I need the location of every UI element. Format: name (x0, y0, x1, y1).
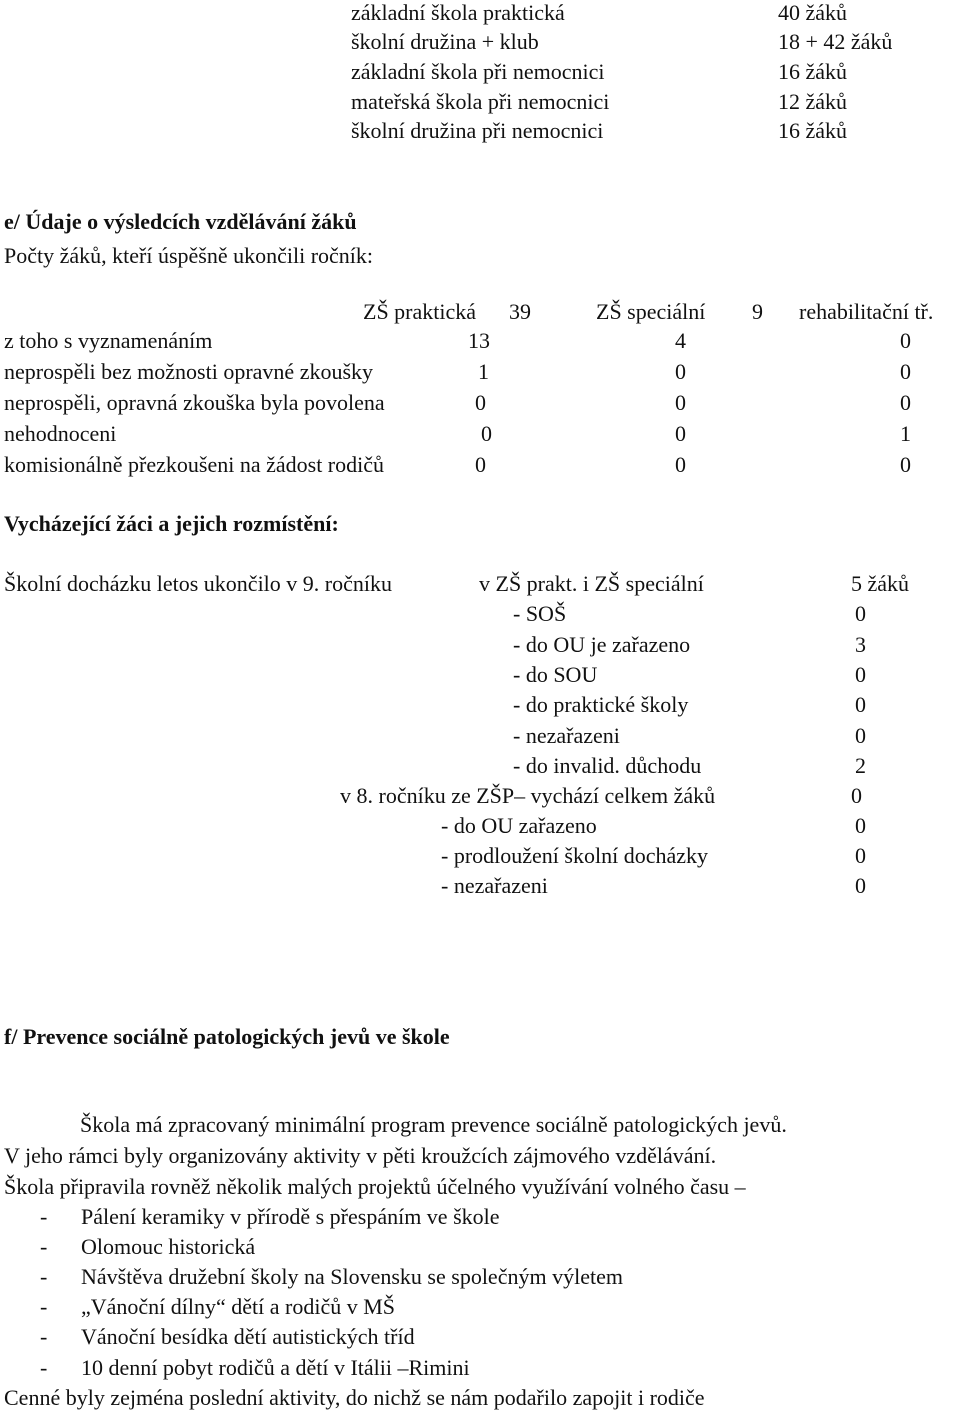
result-row-label: neprospěli, opravná zkouška byla povolena (4, 390, 385, 415)
school-name-3: základní škola při nemocnici (351, 59, 605, 84)
school-count-1: 40 žáků (778, 0, 848, 25)
list-bullet: - (40, 1264, 48, 1289)
leavers-9-item-label: - SOŠ (513, 601, 567, 626)
section-f-heading: f/ Prevence sociálně patologických jevů ve škole (4, 1024, 450, 1049)
leavers-9-item-value: 0 (855, 662, 866, 687)
list-bullet: - (40, 1234, 48, 1259)
leavers-9-item-label: - do praktické školy (513, 692, 689, 717)
school-count-3: 16 žáků (778, 59, 848, 84)
result-row-v3: 0 (900, 359, 911, 384)
leavers-9-item-value: 3 (855, 632, 866, 657)
leavers-9-item-value: 0 (855, 723, 866, 748)
result-row-v1: 0 (475, 390, 486, 415)
list-bullet: - (40, 1324, 48, 1349)
project-item: Olomouc historická (81, 1234, 256, 1259)
school-count-2: 18 + 42 žáků (778, 29, 893, 54)
result-row-v3: 0 (900, 328, 911, 353)
project-item: Návštěva družební školy na Slovensku se společným výletem (81, 1264, 623, 1289)
leavers-9-total: 5 žáků (851, 571, 910, 596)
leavers-9-item-label: - do OU je zařazeno (513, 632, 691, 657)
result-row-v1: 1 (478, 359, 489, 384)
result-row-v3: 0 (900, 390, 911, 415)
school-name-5: školní družina při nemocnici (351, 118, 604, 143)
project-item: Pálení keramiky v přírodě s přespáním ve škole (81, 1204, 500, 1229)
result-row-label: z toho s vyznamenáním (4, 328, 213, 353)
leavers-8-item-value: 0 (855, 873, 866, 898)
section-f-paragraph-3: Škola připravila rovněž několik malých projektů účelného využívání volného času – (4, 1174, 746, 1199)
leavers-8-item-label: - prodloužení školní docházky (441, 843, 708, 868)
school-name-2: školní družina + klub (351, 29, 539, 54)
leavers-8-item-label: - nezařazeni (441, 873, 548, 898)
project-item: „Vánoční dílny“ dětí a rodičů v MŠ (81, 1294, 396, 1319)
leavers-9-item-value: 0 (855, 692, 866, 717)
leavers-8-total: 0 (851, 783, 862, 808)
leavers-9-item-label: - do invalid. důchodu (513, 753, 702, 778)
leavers-8-item-value: 0 (855, 813, 866, 838)
result-row-v2: 0 (675, 452, 686, 477)
leavers-9-label: Školní docházku letos ukončilo v 9. ročníku (4, 571, 392, 596)
leavers-9-school: v ZŠ prakt. i ZŠ speciální (479, 571, 704, 596)
leavers-8-item-label: - do OU zařazeno (441, 813, 597, 838)
header-col2-label: ZŠ speciální (596, 299, 706, 324)
project-item: Vánoční besídka dětí autistických tříd (81, 1324, 415, 1349)
project-item: 10 denní pobyt rodičů a dětí v Itálii –Rimini (81, 1355, 470, 1380)
school-name-4: mateřská škola při nemocnici (351, 89, 610, 114)
leavers-9-item-value: 2 (855, 753, 866, 778)
result-row-v3: 0 (900, 452, 911, 477)
school-name-1: základní škola praktická (351, 0, 565, 25)
result-row-v1: 0 (475, 452, 486, 477)
result-row-v2: 0 (675, 359, 686, 384)
result-row-v3: 1 (900, 421, 911, 446)
list-bullet: - (40, 1355, 48, 1380)
result-row-v2: 4 (675, 328, 686, 353)
result-row-label: neprospěli bez možnosti opravné zkoušky (4, 359, 374, 384)
closing-paragraph: Cenné byly zejména poslední aktivity, do nichž se nám podařilo zapojit i rodiče (4, 1385, 705, 1410)
leavers-9-item-label: - nezařazeni (513, 723, 620, 748)
leavers-8-label: v 8. ročníku ze ZŠP– vychází celkem žáků (340, 783, 716, 808)
result-row-v1: 0 (481, 421, 492, 446)
section-e-heading: e/ Údaje o výsledcích vzdělávání žáků (4, 209, 357, 234)
leavers-8-item-value: 0 (855, 843, 866, 868)
header-col2-value: 9 (752, 299, 763, 324)
section-f-paragraph-1: Škola má zpracovaný minimální program prevence sociálně patologických jevů. (80, 1112, 787, 1137)
result-row-label: komisionálně přezkoušeni na žádost rodičů (4, 452, 385, 477)
list-bullet: - (40, 1294, 48, 1319)
school-count-4: 12 žáků (778, 89, 848, 114)
header-col1-value: 39 (509, 299, 531, 324)
result-row-label: nehodnoceni (4, 421, 117, 446)
header-col1-label: ZŠ praktická (363, 299, 477, 324)
section-e-intro: Počty žáků, kteří úspěšně ukončili ročník: (4, 243, 374, 268)
section-f-paragraph-2: V jeho rámci byly organizovány aktivity v pěti kroužcích zájmového vzdělávání. (4, 1143, 717, 1168)
school-count-5: 16 žáků (778, 118, 848, 143)
list-bullet: - (40, 1204, 48, 1229)
leavers-9-item-value: 0 (855, 601, 866, 626)
result-row-v2: 0 (675, 390, 686, 415)
header-col3-label: rehabilitační tř. (799, 299, 934, 324)
leavers-heading: Vycházející žáci a jejich rozmístění: (4, 511, 339, 536)
result-row-v1: 13 (468, 328, 490, 353)
result-row-v2: 0 (675, 421, 686, 446)
leavers-9-item-label: - do SOU (513, 662, 598, 687)
